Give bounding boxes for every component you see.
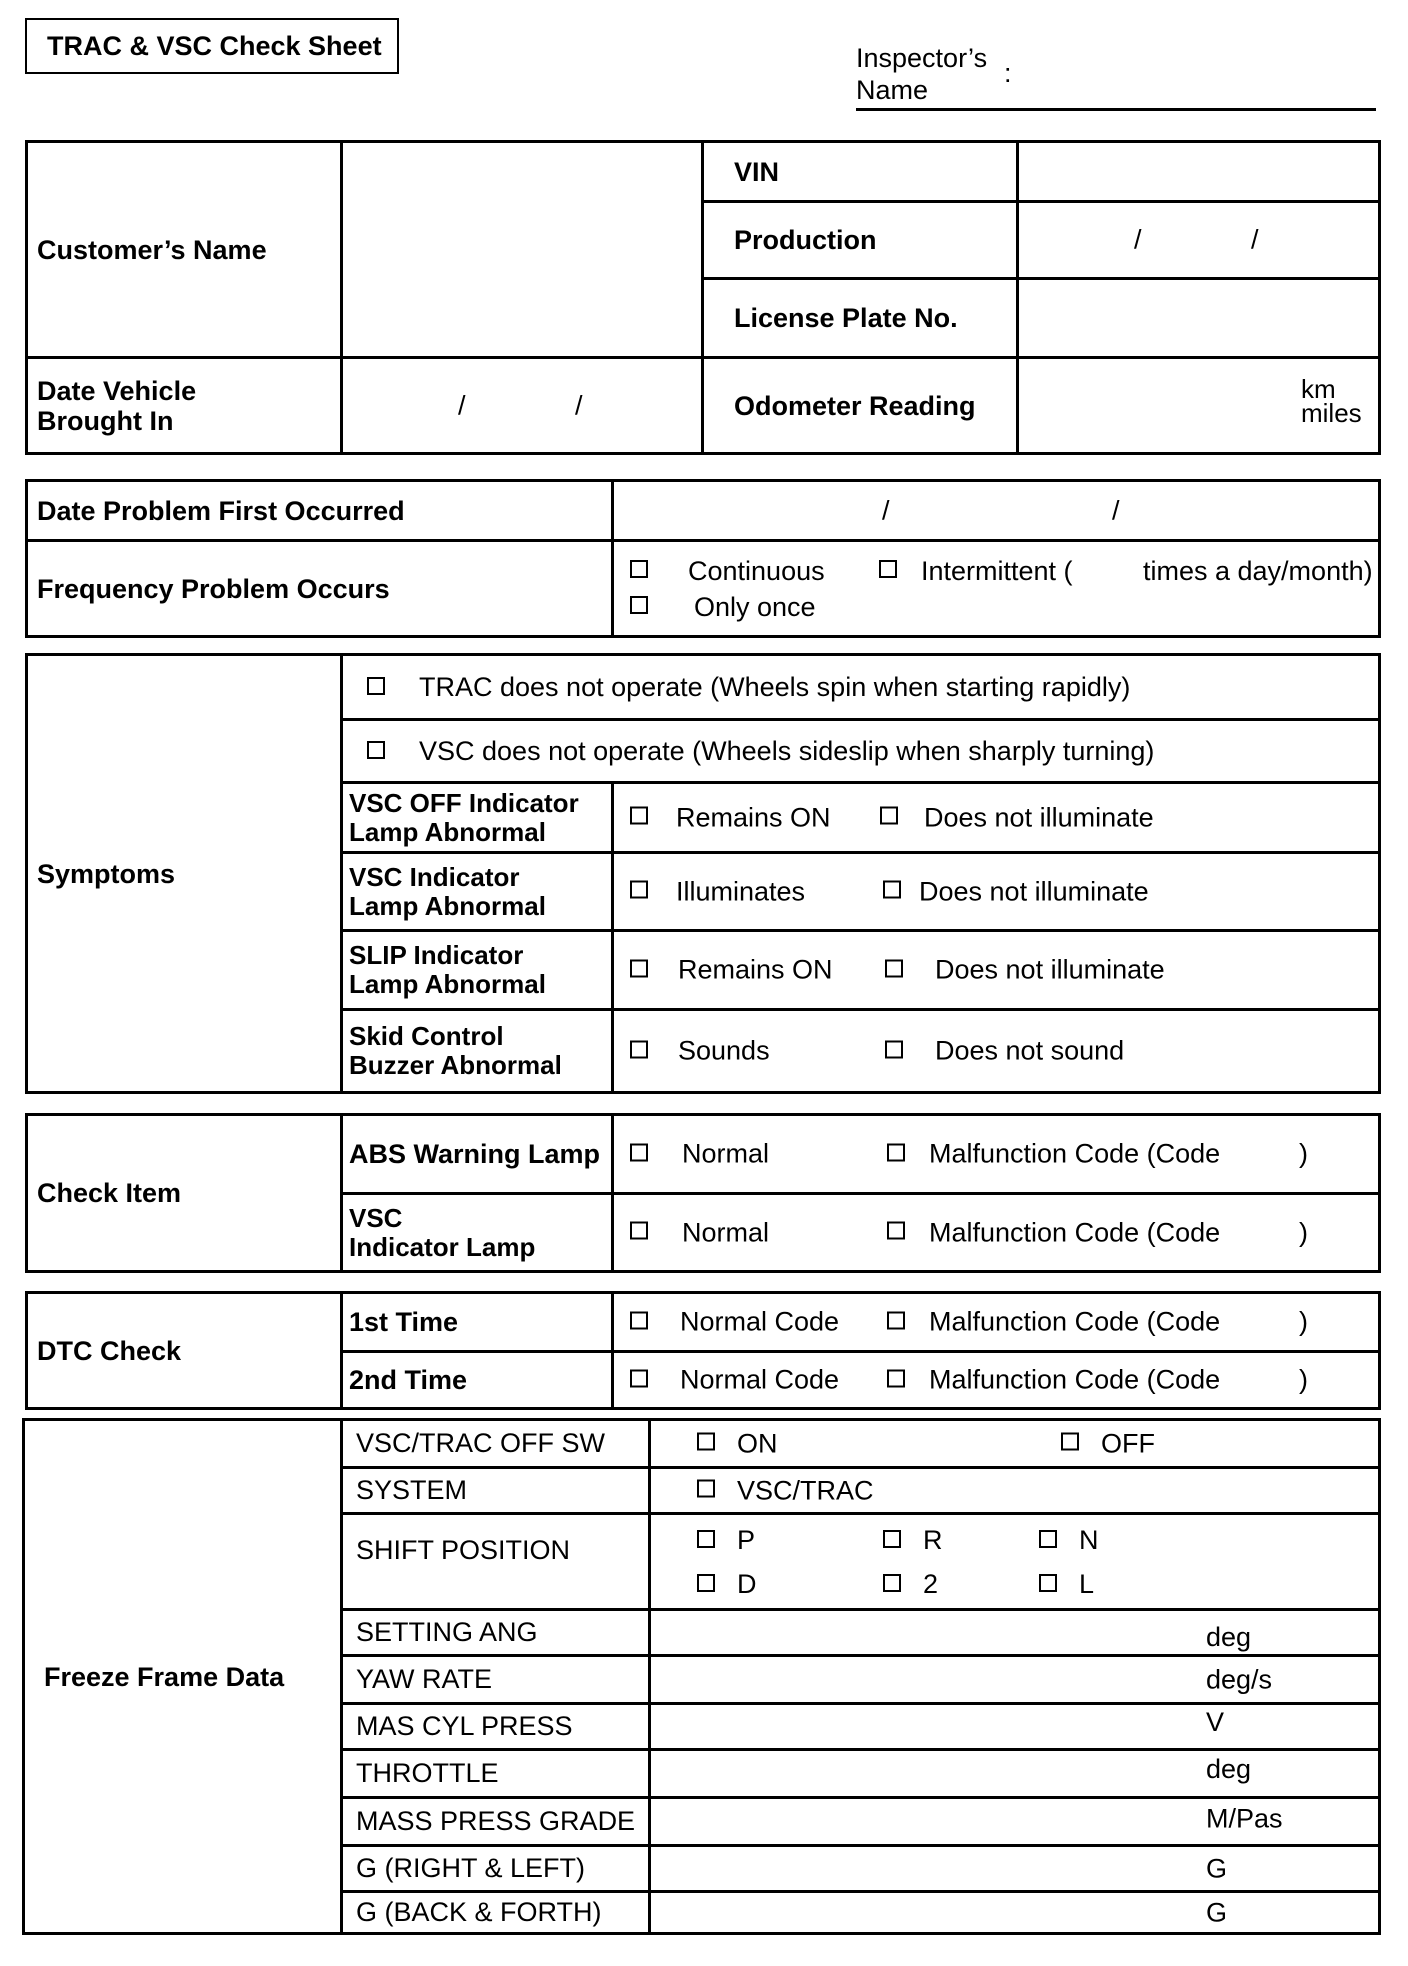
vin-input[interactable] — [1018, 142, 1380, 202]
date-slash: / — [1112, 495, 1120, 525]
unit-km: km — [1301, 374, 1336, 404]
trac-not-operate-option[interactable]: TRAC does not operate (Wheels spin when starting rapidly) — [342, 655, 1380, 720]
times-per-label: times a day/month) — [1143, 556, 1373, 586]
vsc-not-operate-option[interactable]: VSC does not operate (Wheels sideslip when sharply turning) — [342, 720, 1380, 783]
slip-lamp-options — [613, 931, 1380, 1010]
malfunction-code-option[interactable]: Malfunction Code (Code — [887, 1365, 1220, 1396]
checkbox[interactable] — [630, 596, 648, 614]
system-options — [650, 1468, 1380, 1514]
abs-warning-lamp-label: ABS Warning Lamp — [342, 1115, 613, 1194]
inspector-name-label: Inspector’s Name — [856, 43, 988, 105]
does-not-sound-option[interactable]: Does not sound — [885, 1036, 1124, 1067]
abs-lamp-options — [613, 1115, 1380, 1194]
shift-l-option[interactable]: L — [1039, 1569, 1094, 1600]
code-close-paren: ) — [1299, 1217, 1308, 1247]
normal-code-option[interactable]: Normal Code — [630, 1307, 839, 1338]
production-label: Production — [703, 202, 1018, 279]
mas-cyl-press-label: MAS CYL PRESS — [342, 1704, 650, 1750]
checkbox[interactable] — [697, 1530, 715, 1548]
shift-position-options — [650, 1514, 1380, 1610]
checkbox[interactable] — [885, 1040, 903, 1058]
freeze-frame-table — [22, 1418, 1381, 1935]
normal-option[interactable]: Normal — [630, 1139, 769, 1170]
production-date-input[interactable] — [1018, 202, 1380, 279]
mass-press-grade-label: MASS PRESS GRADE — [342, 1798, 650, 1846]
g-right-left-label: G (RIGHT & LEFT) — [342, 1846, 650, 1892]
dtc-check-table — [25, 1291, 1381, 1410]
shift-2-option[interactable]: 2 — [883, 1569, 938, 1600]
check-item-label: Check Item — [27, 1115, 342, 1272]
date-slash: / — [575, 390, 583, 420]
checkbox[interactable] — [697, 1574, 715, 1592]
mas-cyl-press-input[interactable] — [650, 1704, 1380, 1750]
vsc-lamp-options — [613, 853, 1380, 931]
inspector-name-line — [856, 108, 1376, 111]
checkbox[interactable] — [887, 1311, 905, 1329]
symptoms-table — [25, 653, 1381, 1094]
malfunction-code-option[interactable]: Malfunction Code (Code — [887, 1307, 1220, 1338]
customer-name-input[interactable] — [342, 142, 703, 358]
system-label: SYSTEM — [342, 1468, 650, 1514]
normal-option[interactable]: Normal — [630, 1217, 769, 1248]
yaw-rate-label: YAW RATE — [342, 1656, 650, 1704]
inspector-colon: : — [1004, 58, 1012, 88]
vin-label: VIN — [703, 142, 1018, 202]
g-right-left-input[interactable] — [650, 1846, 1380, 1892]
checkbox[interactable] — [367, 741, 385, 759]
license-plate-input[interactable] — [1018, 279, 1380, 358]
shift-d-option[interactable]: D — [697, 1569, 757, 1600]
checkbox[interactable] — [887, 1143, 905, 1161]
checkbox[interactable] — [1039, 1530, 1057, 1548]
slip-lamp-label: SLIP Indicator Lamp Abnormal — [342, 931, 613, 1010]
code-close-paren: ) — [1299, 1364, 1308, 1395]
normal-code-option[interactable]: Normal Code — [630, 1365, 839, 1396]
checkbox[interactable] — [630, 881, 648, 899]
date-slash: / — [1134, 224, 1142, 255]
unit-label: G — [1206, 1853, 1228, 1883]
setting-ang-input[interactable] — [650, 1610, 1380, 1656]
mass-press-grade-input[interactable] — [650, 1798, 1380, 1846]
off-option[interactable]: OFF — [1061, 1428, 1155, 1459]
checkbox[interactable] — [697, 1480, 715, 1498]
on-option[interactable]: ON — [697, 1428, 778, 1459]
date-slash: / — [882, 495, 890, 525]
dtc-check-label: DTC Check — [27, 1293, 342, 1409]
check-item-table — [25, 1113, 1381, 1273]
checkbox[interactable] — [883, 881, 901, 899]
vsc-trac-option[interactable]: VSC/TRAC — [697, 1475, 874, 1506]
vsc-lamp-label: VSC Indicator Lamp Abnormal — [342, 853, 613, 931]
shift-r-option[interactable]: R — [883, 1525, 943, 1556]
shift-p-option[interactable]: P — [697, 1525, 755, 1556]
unit-label: G — [1206, 1897, 1228, 1927]
checkbox[interactable] — [885, 959, 903, 977]
unit-miles: miles — [1301, 398, 1362, 428]
sounds-option[interactable]: Sounds — [630, 1036, 770, 1067]
vsc-trac-off-sw-label: VSC/TRAC OFF SW — [342, 1420, 650, 1468]
vsc-trac-off-sw-options — [650, 1420, 1380, 1468]
date-first-occurred-label: Date Problem First Occurred — [27, 481, 613, 541]
vsc-lamp-check-options — [613, 1194, 1380, 1272]
remains-on-option[interactable]: Remains ON — [630, 802, 831, 833]
continuous-option[interactable]: Continuous — [630, 554, 825, 588]
first-time-options — [613, 1293, 1380, 1352]
checkbox[interactable] — [883, 1530, 901, 1548]
checkbox[interactable] — [887, 1369, 905, 1387]
illuminates-option[interactable]: Illuminates — [630, 876, 805, 907]
code-close-paren: ) — [1299, 1138, 1308, 1169]
checkbox[interactable] — [880, 807, 898, 825]
date-slash: / — [458, 390, 466, 420]
checkbox[interactable] — [697, 1433, 715, 1451]
freeze-frame-label: Freeze Frame Data — [24, 1420, 342, 1934]
does-not-illuminate-option[interactable]: Does not illuminate — [883, 876, 1149, 907]
checkbox[interactable] — [883, 1574, 901, 1592]
first-time-label: 1st Time — [342, 1293, 613, 1352]
date-brought-in-input[interactable] — [342, 358, 703, 454]
yaw-rate-input[interactable] — [650, 1656, 1380, 1704]
frequency-label: Frequency Problem Occurs — [27, 541, 613, 637]
checkbox[interactable] — [630, 560, 648, 578]
vsc-off-lamp-label: VSC OFF Indicator Lamp Abnormal — [342, 783, 613, 853]
sheet-title: TRAC & VSC Check Sheet — [25, 18, 399, 74]
second-time-options — [613, 1352, 1380, 1409]
unit-label: deg — [1206, 1621, 1252, 1652]
checkbox[interactable] — [630, 1311, 648, 1329]
vsc-indicator-lamp-label: VSC Indicator Lamp — [342, 1194, 613, 1272]
unit-label: M/Pas — [1206, 1802, 1283, 1833]
shift-position-label: SHIFT POSITION — [342, 1514, 650, 1610]
malfunction-code-option[interactable]: Malfunction Code (Code — [887, 1139, 1220, 1170]
g-back-forth-input[interactable] — [650, 1892, 1380, 1934]
only-once-option[interactable]: Only once — [630, 590, 816, 624]
checkbox[interactable] — [630, 1222, 648, 1240]
g-back-forth-label: G (BACK & FORTH) — [342, 1892, 650, 1934]
symptoms-label: Symptoms — [27, 655, 342, 1093]
shift-n-option[interactable]: N — [1039, 1525, 1099, 1556]
problem-table — [25, 479, 1381, 638]
unit-label: deg/s — [1206, 1664, 1273, 1694]
checkbox[interactable] — [1061, 1433, 1079, 1451]
vsc-off-lamp-options — [613, 783, 1380, 853]
frequency-options — [613, 541, 1380, 637]
vehicle-info-table — [25, 140, 1381, 455]
checkbox[interactable] — [879, 560, 897, 578]
setting-ang-label: SETTING ANG — [342, 1610, 650, 1656]
checkbox[interactable] — [887, 1222, 905, 1240]
code-close-paren: ) — [1299, 1306, 1308, 1337]
checkbox[interactable] — [630, 807, 648, 825]
date-first-occurred-input[interactable] — [613, 481, 1380, 541]
unit-label: deg — [1206, 1753, 1252, 1784]
date-slash: / — [1251, 224, 1259, 255]
does-not-illuminate-option[interactable]: Does not illuminate — [885, 955, 1165, 986]
checkbox[interactable] — [630, 1143, 648, 1161]
license-plate-label: License Plate No. — [703, 279, 1018, 358]
checkbox[interactable] — [367, 677, 385, 695]
intermittent-option[interactable]: Intermittent ( — [879, 554, 1073, 588]
throttle-label: THROTTLE — [342, 1750, 650, 1798]
does-not-illuminate-option[interactable]: Does not illuminate — [880, 802, 1154, 833]
checkbox[interactable] — [630, 959, 648, 977]
inspector-name-field[interactable] — [856, 42, 1376, 112]
checkbox[interactable] — [630, 1040, 648, 1058]
second-time-label: 2nd Time — [342, 1352, 613, 1409]
odometer-label: Odometer Reading — [703, 358, 1018, 454]
checkbox[interactable] — [630, 1369, 648, 1387]
throttle-input[interactable] — [650, 1750, 1380, 1798]
date-brought-in-label: Date Vehicle Brought In — [27, 358, 342, 454]
malfunction-code-option[interactable]: Malfunction Code (Code — [887, 1217, 1220, 1248]
unit-label: V — [1206, 1706, 1225, 1737]
remains-on-option[interactable]: Remains ON — [630, 955, 833, 986]
checkbox[interactable] — [1039, 1574, 1057, 1592]
odometer-input[interactable] — [1018, 358, 1380, 454]
skid-buzzer-options — [613, 1010, 1380, 1093]
customer-name-label: Customer’s Name — [27, 142, 342, 358]
skid-buzzer-label: Skid Control Buzzer Abnormal — [342, 1010, 613, 1093]
